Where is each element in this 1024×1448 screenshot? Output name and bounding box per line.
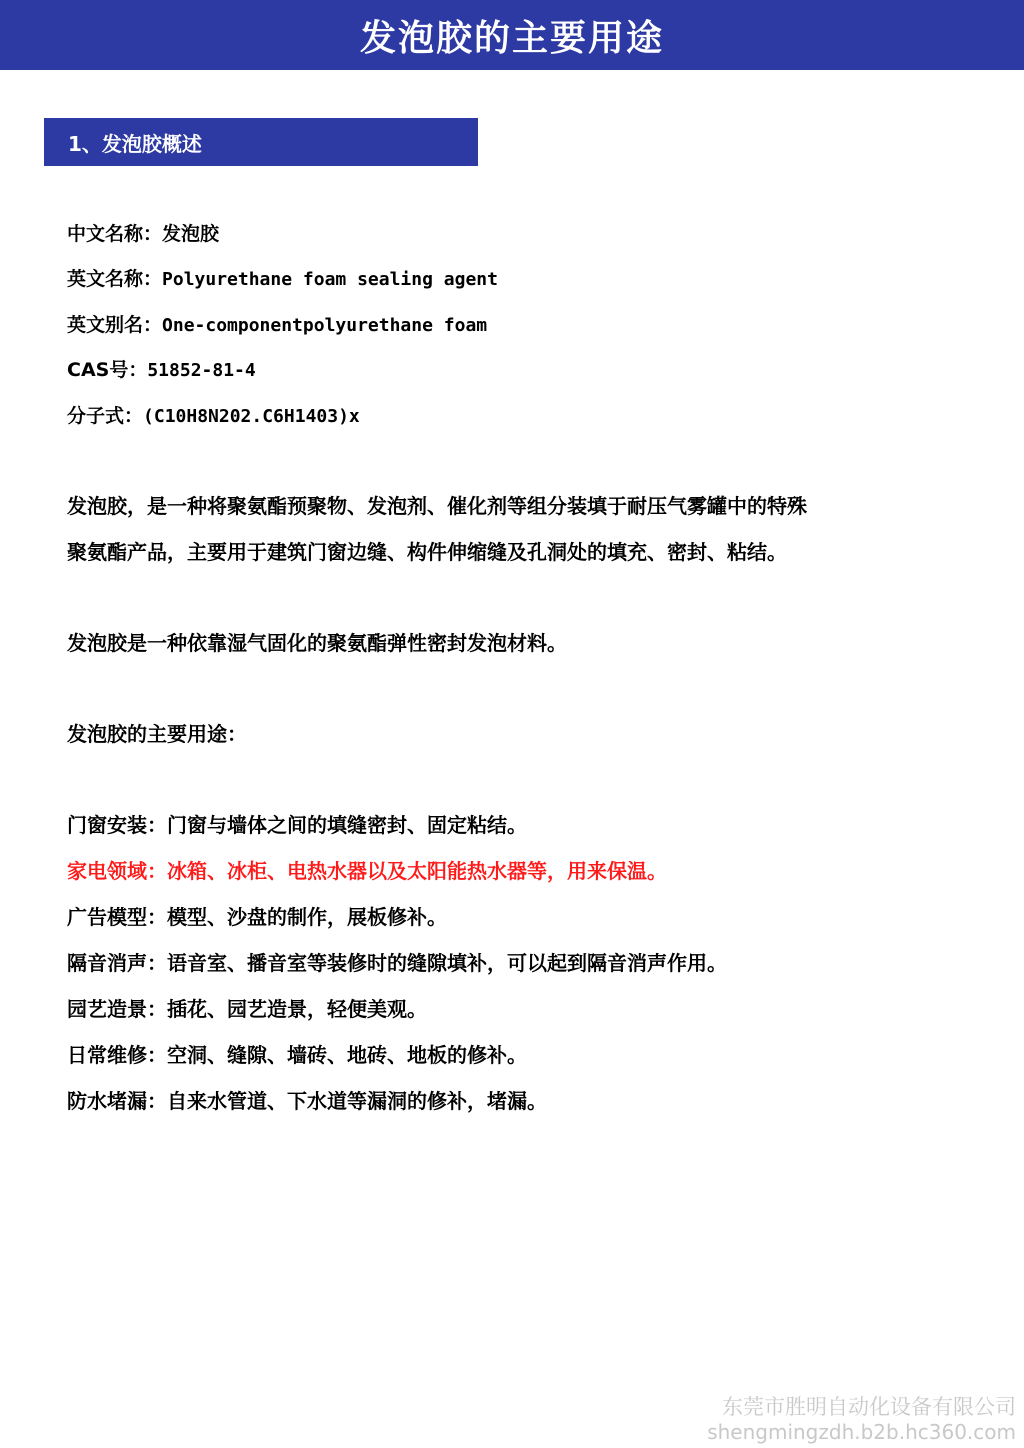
intro-line: 发泡胶，是一种将聚氨酯预聚物、发泡剂、催化剂等组分装填于耐压气雾罐中的特殊 (67, 494, 807, 518)
use-text: 空洞、缝隙、墙砖、地砖、地板的修补。 (167, 1043, 527, 1067)
list-item-highlighted (67, 848, 967, 894)
property-value: (C10H8N202.C6H1403)x (143, 406, 360, 427)
property-chinese-name (67, 222, 219, 246)
use-label: 隔音消声： (67, 951, 167, 975)
property-formula (67, 404, 360, 429)
use-text: 门窗与墙体之间的填缝密封、固定粘结。 (167, 813, 527, 837)
property-label: 分子式： (67, 405, 144, 427)
property-label: 中文名称： (67, 223, 163, 245)
use-label: 广告模型： (67, 905, 167, 929)
use-text: 自来水管道、下水道等漏洞的修补，堵漏。 (167, 1089, 547, 1113)
use-label: 门窗安装： (67, 813, 167, 837)
page-title: 发泡胶的主要用途 (359, 17, 664, 59)
list-item (67, 894, 967, 940)
intro-paragraph (67, 483, 967, 575)
section-heading: 1、发泡胶概述 (68, 131, 202, 156)
use-label: 家电领域： (67, 859, 167, 883)
property-value: 51852-81-4 (147, 360, 256, 381)
property-english-name (67, 267, 498, 292)
use-text: 模型、沙盘的制作，展板修补。 (167, 905, 447, 929)
list-item (67, 1032, 967, 1078)
use-text: 插花、园艺造景，轻便美观。 (167, 997, 427, 1021)
use-label: 园艺造景： (67, 997, 167, 1021)
property-value: Polyurethane foam sealing agent (162, 269, 498, 290)
use-text: 冰箱、冰柜、电热水器以及太阳能热水器等，用来保温。 (167, 859, 667, 883)
property-value: 发泡胶 (162, 223, 220, 245)
list-item (67, 986, 967, 1032)
property-label: 英文名称： (67, 268, 163, 290)
section-heading-bar (44, 118, 478, 166)
intro-line: 聚氨酯产品，主要用于建筑门窗边缝、构件伸缩缝及孔洞处的填充、密封、粘结。 (67, 540, 787, 564)
watermark-company: 东莞市胜明自动化设备有限公司 (722, 1395, 1016, 1419)
property-label: 英文别名： (67, 314, 163, 336)
use-text: 语音室、播音室等装修时的缝隙填补，可以起到隔音消声作用。 (167, 951, 727, 975)
property-english-alias (67, 313, 487, 338)
use-label: 防水堵漏： (67, 1089, 167, 1113)
watermark (707, 1394, 1016, 1444)
title-banner (0, 0, 1024, 70)
property-label: CAS号： (67, 359, 148, 381)
definition-paragraph: 发泡胶是一种依靠湿气固化的聚氨酯弹性密封发泡材料。 (67, 631, 567, 655)
uses-list (67, 802, 967, 1124)
watermark-domain: shengmingzdh.b2b.hc360.com (707, 1420, 1016, 1444)
property-value: One-componentpolyurethane foam (162, 315, 488, 336)
list-item (67, 940, 967, 986)
list-item (67, 1078, 967, 1124)
use-label: 日常维修： (67, 1043, 167, 1067)
list-item (67, 802, 967, 848)
uses-heading: 发泡胶的主要用途： (67, 722, 247, 746)
property-cas-number (67, 358, 256, 383)
